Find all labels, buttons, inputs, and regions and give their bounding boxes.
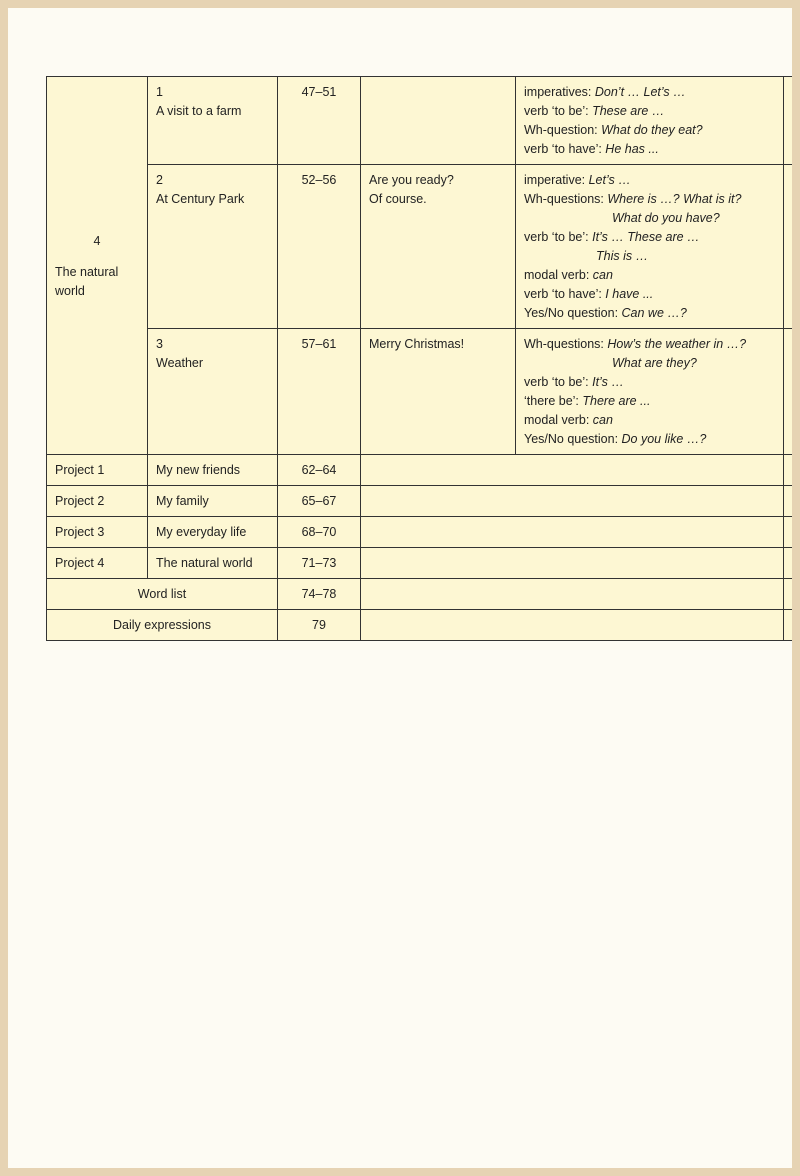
expression-line: Of course. xyxy=(369,192,427,206)
extra-column-cell xyxy=(784,165,793,329)
lesson-number: 3 xyxy=(156,337,163,351)
table-row xyxy=(47,517,793,548)
grammar-line: modal verb: can xyxy=(524,413,613,427)
appendix-title: Word list xyxy=(47,579,278,610)
grammar-line: ‘there be’: There are ... xyxy=(524,394,651,408)
lesson-pages: 47–51 xyxy=(278,77,361,165)
project-pages: 65–67 xyxy=(278,486,361,517)
project-label: Project 4 xyxy=(47,548,148,579)
extra-column-cell xyxy=(784,579,793,610)
table-row xyxy=(47,548,793,579)
grammar-line: Yes/No question: Do you like …? xyxy=(524,432,707,446)
lesson-pages: 52–56 xyxy=(278,165,361,329)
project-title: My everyday life xyxy=(148,517,278,548)
grammar-line: Wh-questions: Where is …? What is it? xyxy=(524,192,742,206)
lesson-cell xyxy=(148,165,278,329)
table-row xyxy=(47,610,793,641)
unit-title-line2: world xyxy=(55,283,85,298)
grammar-line: imperatives: Don’t … Let’s … xyxy=(524,85,686,99)
page xyxy=(8,8,792,1168)
grammar-line: verb ‘to be’: It’s … xyxy=(524,375,624,389)
project-title: My family xyxy=(148,486,278,517)
extra-column-cell xyxy=(784,610,793,641)
lesson-cell xyxy=(148,329,278,455)
lesson-grammar xyxy=(516,329,784,455)
empty-cell xyxy=(361,548,784,579)
table-row xyxy=(47,579,793,610)
project-label: Project 3 xyxy=(47,517,148,548)
project-label: Project 1 xyxy=(47,455,148,486)
grammar-line: imperative: Let’s … xyxy=(524,173,631,187)
grammar-line: Wh-questions: How’s the weather in …? xyxy=(524,337,747,351)
grammar-line: Yes/No question: Can we …? xyxy=(524,306,687,320)
grammar-line: verb ‘to have’: He has ... xyxy=(524,142,659,156)
table-row xyxy=(47,329,793,455)
contents-table xyxy=(46,76,792,641)
grammar-line: What are they? xyxy=(612,356,697,370)
appendix-pages: 79 xyxy=(278,610,361,641)
grammar-line: Wh-question: What do they eat? xyxy=(524,123,703,137)
lesson-number: 2 xyxy=(156,173,163,187)
lesson-number: 1 xyxy=(156,85,163,99)
lesson-pages: 57–61 xyxy=(278,329,361,455)
lesson-grammar xyxy=(516,165,784,329)
project-title: The natural world xyxy=(148,548,278,579)
appendix-title: Daily expressions xyxy=(47,610,278,641)
expression-line: Are you ready? xyxy=(369,173,454,187)
table-row xyxy=(47,455,793,486)
expression-line: Merry Christmas! xyxy=(369,337,465,351)
lesson-title: At Century Park xyxy=(156,192,245,206)
grammar-line: verb ‘to have’: I have ... xyxy=(524,287,654,301)
empty-cell xyxy=(361,579,784,610)
lesson-expressions xyxy=(361,77,516,165)
project-pages: 71–73 xyxy=(278,548,361,579)
grammar-line: modal verb: can xyxy=(524,268,613,282)
extra-column-cell xyxy=(784,77,793,165)
table-row xyxy=(47,165,793,329)
empty-cell xyxy=(361,517,784,548)
lesson-expressions xyxy=(361,165,516,329)
lesson-title: Weather xyxy=(156,356,204,370)
lesson-cell xyxy=(148,77,278,165)
lesson-expressions xyxy=(361,329,516,455)
grammar-line: This is … xyxy=(596,249,649,263)
extra-column-cell xyxy=(784,486,793,517)
extra-column-cell xyxy=(784,329,793,455)
extra-column-cell xyxy=(784,517,793,548)
project-label: Project 2 xyxy=(47,486,148,517)
empty-cell xyxy=(361,610,784,641)
unit-number: 4 xyxy=(93,233,101,248)
lesson-title: A visit to a farm xyxy=(156,104,242,118)
grammar-line: verb ‘to be’: It’s … These are … xyxy=(524,230,700,244)
grammar-line: verb ‘to be’: These are … xyxy=(524,104,665,118)
empty-cell xyxy=(361,455,784,486)
lesson-grammar xyxy=(516,77,784,165)
extra-column-cell xyxy=(784,548,793,579)
empty-cell xyxy=(361,486,784,517)
project-pages: 62–64 xyxy=(278,455,361,486)
appendix-pages: 74–78 xyxy=(278,579,361,610)
grammar-line: What do you have? xyxy=(612,211,720,225)
unit-cell xyxy=(47,77,148,455)
project-pages: 68–70 xyxy=(278,517,361,548)
table-row xyxy=(47,77,793,165)
extra-column-cell xyxy=(784,455,793,486)
table-row xyxy=(47,486,793,517)
unit-title-line1: The natural xyxy=(55,264,119,279)
project-title: My new friends xyxy=(148,455,278,486)
